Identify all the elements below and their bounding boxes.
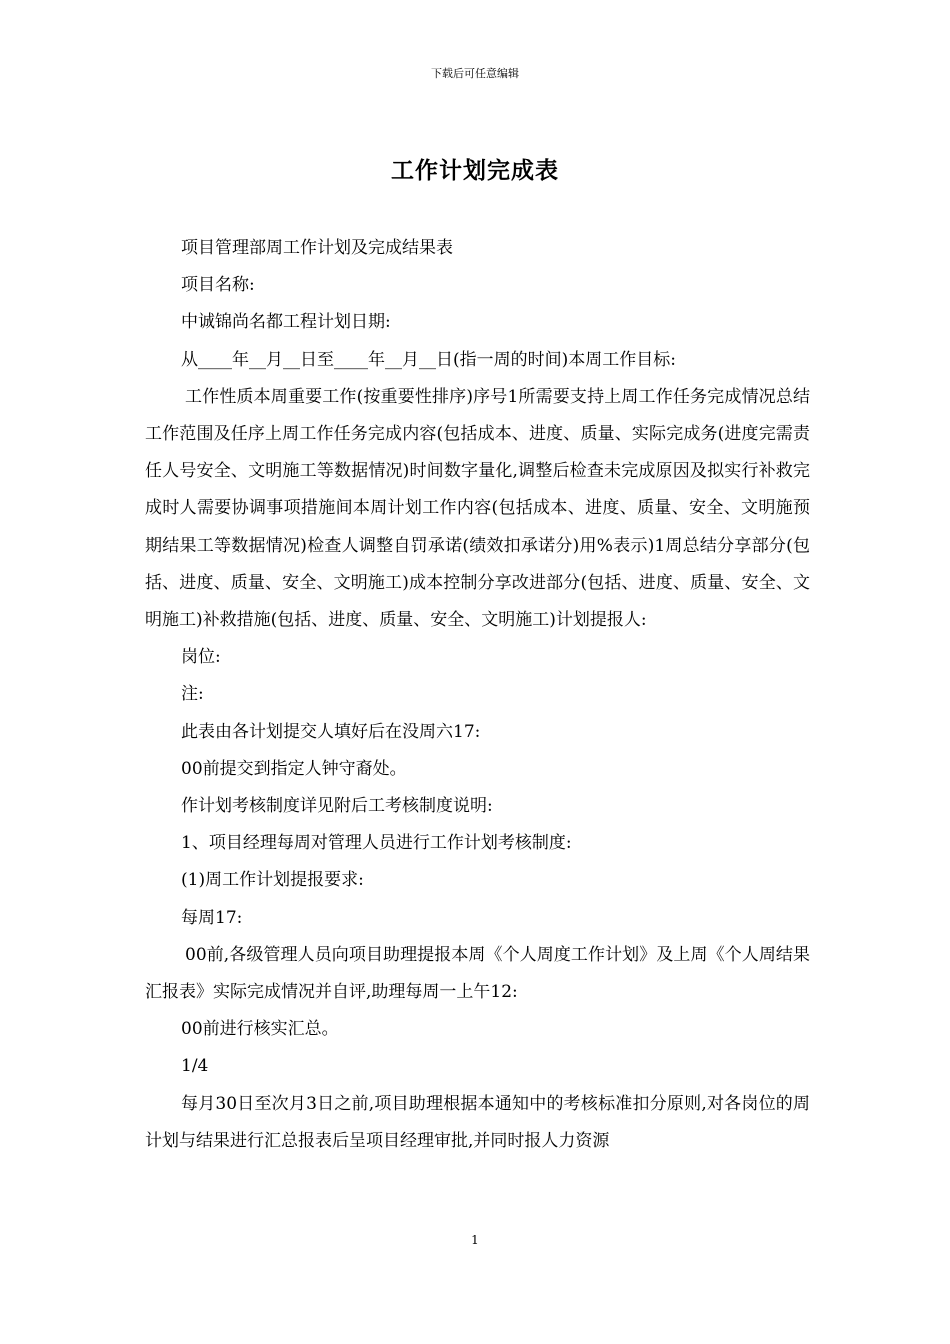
paragraph-section-1: 1、项目经理每周对管理人员进行工作计划考核制度:	[181, 833, 572, 854]
paragraph-subsection-1: (1)周工作计划提报要求:	[181, 870, 364, 891]
paragraph-submit-time: 此表由各计划提交人填好后在没周六17:	[181, 721, 481, 742]
paragraph-table-content: 工作性质本周重要工作(按重要性排序)序号1所需要支持上周工作任务完成情况总结工作范围及任序上周工作任务完成内容(包括成本、进度、质量、实际完成务(进度完需责任人号安全、文明施工等数据情况)时间数字量化,调整后检查未完成原因及拟实行补救完成时人需要协调事项措施间本周计划工作内容(包括成本、进度、质量、安全、文明施预期结果工等数据情况)检查人调整自罚承诺(绩效扣承诺分)用%表示)1周总结分享部分(包括、进度、质量、安全、文明施工)成本控制分享改进部分(包括、进度、质量、安全、文明施工)补救措施(包括、进度、质量、安全、文明施工)计划提报人:	[145, 386, 810, 631]
paragraph-subtitle: 项目管理部周工作计划及完成结果表	[181, 238, 453, 258]
document-body	[145, 230, 810, 1160]
paragraph-position: 岗位:	[181, 647, 221, 668]
paragraph-submit-person: 00前提交到指定人钟守裔处。	[181, 758, 407, 779]
paragraph-plan-date: 中诚锦尚名都工程计划日期:	[181, 312, 391, 333]
paragraph-assessment-ref: 作计划考核制度详见附后工考核制度说明:	[181, 796, 493, 817]
paragraph-project-name: 项目名称:	[181, 275, 255, 296]
paragraph-verify: 00前进行核实汇总。	[181, 1019, 339, 1040]
page-number: 1	[471, 1233, 479, 1247]
page-header: 下载后可任意编辑	[431, 67, 519, 80]
paragraph-date-range: 从____年__月__日至____年__月__日(指一周的时间)本周工作目标:	[181, 349, 676, 370]
paragraph-weekly-time: 每周17:	[181, 907, 243, 928]
document-title: 工作计划完成表	[391, 157, 559, 184]
paragraph-fraction: 1/4	[181, 1056, 209, 1077]
paragraph-note: 注:	[181, 684, 204, 705]
paragraph-monthly: 每月30日至次月3日之前,项目助理根据本通知中的考核标准扣分原则,对各岗位的周计划与结果进行汇总报表后呈项目经理审批,并同时报人力资源	[145, 1093, 810, 1151]
paragraph-weekly-report: 00前,各级管理人员向项目助理提报本周《个人周度工作计划》及上周《个人周结果汇报表》实际完成情况并自评,助理每周一上午12:	[145, 944, 810, 1003]
